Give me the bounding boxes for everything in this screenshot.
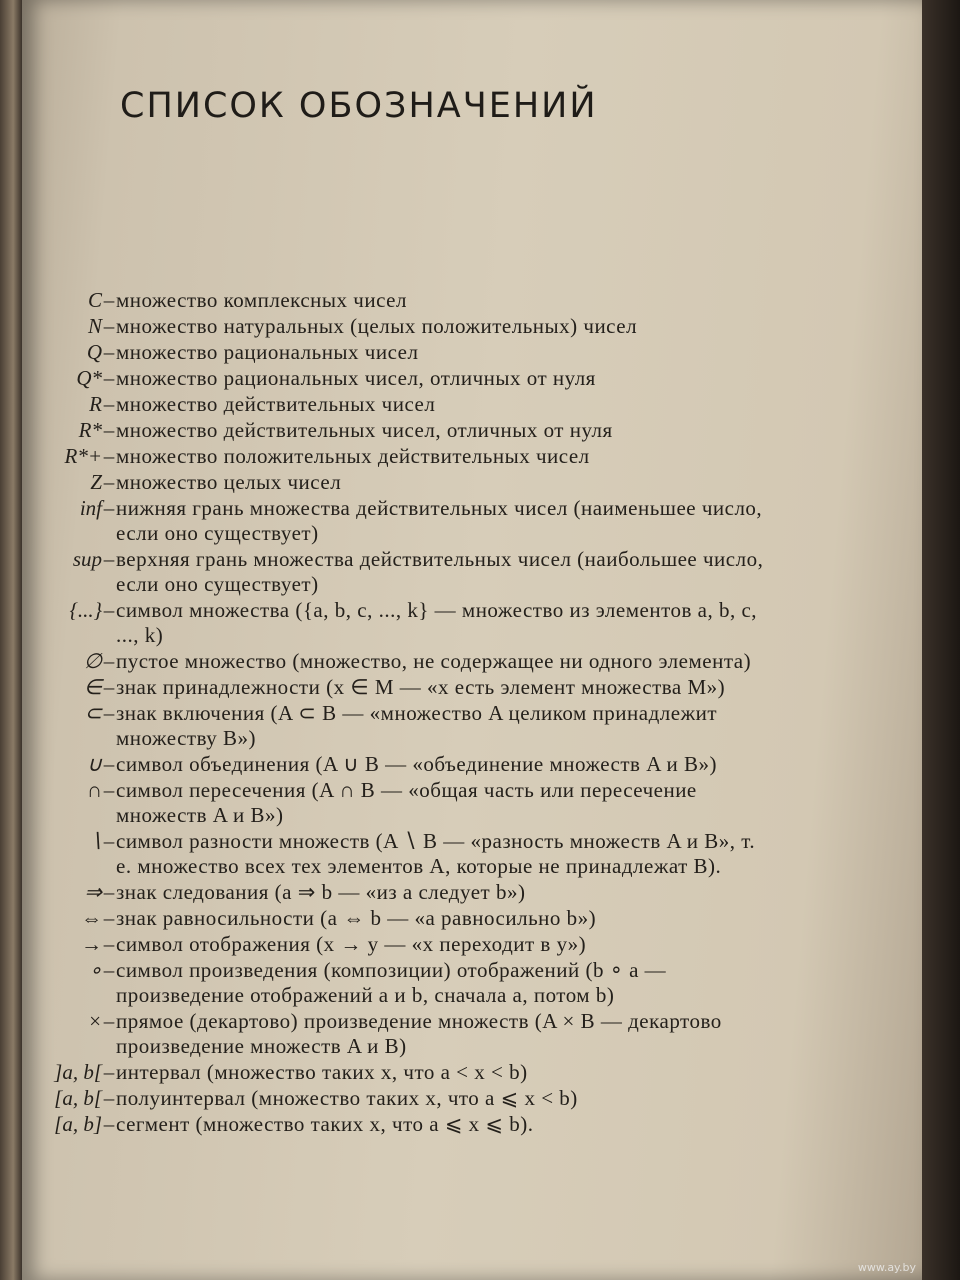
notation-description: полуинтервал (множество таких x, что a ⩽ x < b) <box>116 1086 578 1110</box>
list-item: × – прямое (декартово) произведение множеств (A × B — декартово произведение множеств A и B) <box>44 1009 764 1059</box>
notation-symbol: → <box>81 932 102 956</box>
notation-symbol: Z <box>90 470 102 494</box>
notation-symbol: ∖ <box>88 829 102 853</box>
list-item: [a, b[ – полуинтервал (множество таких x, что a ⩽ x < b) <box>44 1086 764 1111</box>
notation-description: множество натуральных (целых положительных) чисел <box>116 314 638 338</box>
notation-symbol: C <box>87 288 102 312</box>
list-item: N – множество натуральных (целых положительных) чисел <box>44 314 764 339</box>
list-item: inf – нижняя грань множества действительных чисел (наименьшее число, если оно существует) <box>44 496 764 546</box>
notation-symbol: R <box>89 392 102 416</box>
notation-description: множество рациональных чисел <box>116 340 419 364</box>
notation-symbol: [a, b] <box>54 1112 102 1136</box>
notation-symbol: × <box>87 1009 102 1033</box>
list-item: ∪ – символ объединения (A ∪ B — «объединение множеств A и B») <box>44 752 764 777</box>
list-item: Z – множество целых чисел <box>44 470 764 495</box>
notation-description: знак равносильности (a ⇔ b — «a равносильно b») <box>116 906 597 930</box>
list-item: ∖ – символ разности множеств (A ∖ B — «разность множеств A и B», т. е. множество всех тех элементов A, которые не принадлежат B). <box>44 829 764 879</box>
notation-description: знак следования (a ⇒ b — «из a следует b») <box>116 880 526 904</box>
list-item: ∩ – символ пересечения (A ∩ B — «общая часть или пересечение множеств A и B») <box>44 778 764 828</box>
list-item: ⊂ – знак включения (A ⊂ B — «множество A целиком принадлежит множеству B») <box>44 701 764 751</box>
notation-symbol: ⇔ <box>81 906 102 930</box>
notation-symbol: ∩ <box>86 778 102 802</box>
notation-description: символ множества ({a, b, c, ..., k} — множество из элементов a, b, c, ..., k) <box>116 598 758 647</box>
notation-description: интервал (множество таких x, что a < x < b) <box>116 1060 528 1084</box>
notation-symbol: Q* <box>76 366 102 390</box>
notation-description: верхняя грань множества действительных чисел (наибольшее число, если оно существует) <box>116 547 764 596</box>
notation-description: символ объединения (A ∪ B — «объединение множеств A и B») <box>116 752 717 776</box>
notation-description: прямое (декартово) произведение множеств (A × B — декартово произведение множеств A и B) <box>116 1009 722 1058</box>
notation-symbol: ∪ <box>86 752 102 776</box>
notation-description: символ разности множеств (A ∖ B — «разность множеств A и B», т. е. множество всех тех элементов A, которые не принадлежат B). <box>116 829 756 878</box>
notation-symbol: ∅ <box>83 649 102 673</box>
notation-description: символ пересечения (A ∩ B — «общая часть или пересечение множеств A и B») <box>116 778 697 827</box>
list-item: ∈ – знак принадлежности (x ∈ M — «x есть элемент множества M») <box>44 675 764 700</box>
notation-list <box>44 288 764 1138</box>
page-title: СПИСОК ОБОЗНАЧЕНИЙ <box>120 86 598 126</box>
notation-symbol: [a, b[ <box>54 1086 102 1110</box>
list-item: C – множество комплексных чисел <box>44 288 764 313</box>
notation-symbol: R*+ <box>64 444 102 468</box>
notation-symbol: ∈ <box>83 675 102 699</box>
notation-description: знак принадлежности (x ∈ M — «x есть элемент множества M») <box>116 675 726 699</box>
notation-symbol: R* <box>78 418 102 442</box>
list-item: ∘ – символ произведения (композиции) отображений (b ∘ a — произведение отображений a и b, сначала a, потом b) <box>44 958 764 1008</box>
notation-symbol: inf <box>79 496 102 520</box>
notation-symbol: ∘ <box>88 958 102 982</box>
notation-description: знак включения (A ⊂ B — «множество A целиком принадлежит множеству B») <box>116 701 718 750</box>
list-item: Q* – множество рациональных чисел, отличных от нуля <box>44 366 764 391</box>
notation-description: сегмент (множество таких x, что a ⩽ x ⩽ b). <box>116 1112 534 1136</box>
notation-symbol: ⇒ <box>84 880 102 904</box>
background-surface <box>922 0 960 1280</box>
notation-description: множество комплексных чисел <box>116 288 407 312</box>
list-item: ⇒ – знак следования (a ⇒ b — «из a следует b») <box>44 880 764 905</box>
notation-description: множество действительных чисел <box>116 392 436 416</box>
notation-description: множество целых чисел <box>116 470 342 494</box>
notation-description: множество положительных действительных чисел <box>116 444 590 468</box>
list-item: R*+ – множество положительных действительных чисел <box>44 444 764 469</box>
list-item: ⇔ – знак равносильности (a ⇔ b — «a равносильно b») <box>44 906 764 931</box>
notation-description: символ произведения (композиции) отображений (b ∘ a — произведение отображений a и b, сначала a, потом b) <box>116 958 667 1007</box>
list-item: → – символ отображения (x → y — «x переходит в y») <box>44 932 764 957</box>
notation-description: множество действительных чисел, отличных от нуля <box>116 418 613 442</box>
book-page <box>22 0 922 1280</box>
notation-symbol: N <box>87 314 102 338</box>
notation-symbol: Q <box>86 340 102 364</box>
notation-symbol: sup <box>72 547 102 571</box>
list-item: R – множество действительных чисел <box>44 392 764 417</box>
notation-symbol: ]a, b[ <box>54 1060 102 1084</box>
list-item: [a, b] – сегмент (множество таких x, что a ⩽ x ⩽ b). <box>44 1112 764 1137</box>
list-item: {...} – символ множества ({a, b, c, ..., k} — множество из элементов a, b, c, ..., k) <box>44 598 764 648</box>
list-item: Q – множество рациональных чисел <box>44 340 764 365</box>
list-item: ∅ – пустое множество (множество, не содержащее ни одного элемента) <box>44 649 764 674</box>
list-item: R* – множество действительных чисел, отличных от нуля <box>44 418 764 443</box>
notation-description: множество рациональных чисел, отличных от нуля <box>116 366 596 390</box>
notation-symbol: ⊂ <box>84 701 102 725</box>
watermark: www.ay.by <box>857 1261 916 1274</box>
notation-description: нижняя грань множества действительных чисел (наименьшее число, если оно существует) <box>116 496 763 545</box>
list-item: sup – верхняя грань множества действительных чисел (наибольшее число, если оно существует) <box>44 547 764 597</box>
notation-description: пустое множество (множество, не содержащее ни одного элемента) <box>116 649 752 673</box>
notation-description: символ отображения (x → y — «x переходит в y») <box>116 932 587 956</box>
left-page-edge <box>0 0 22 1280</box>
notation-symbol: {...} <box>69 598 102 622</box>
list-item: ]a, b[ – интервал (множество таких x, что a < x < b) <box>44 1060 764 1085</box>
